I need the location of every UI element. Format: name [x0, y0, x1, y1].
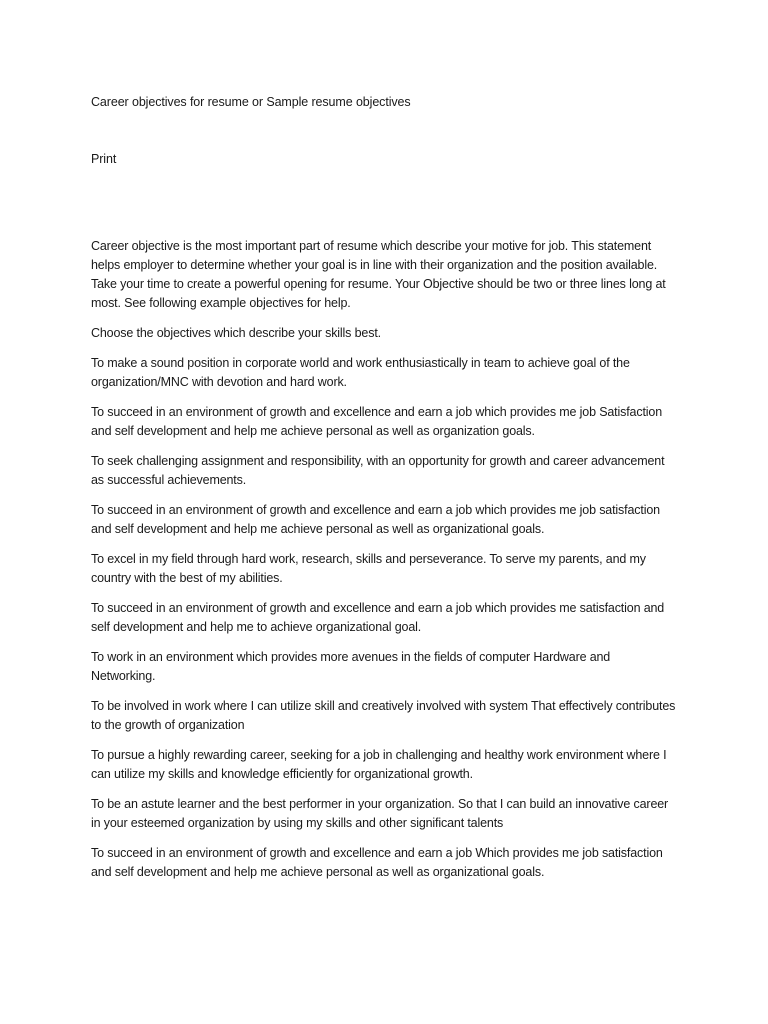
choose-paragraph: Choose the objectives which describe your skills best.: [91, 326, 381, 340]
objective-paragraph: To succeed in an environment of growth and excellence and earn a job Which provides me job satisfaction and self development and help me achieve personal as well as organizational goals.: [91, 846, 663, 879]
document-body: [91, 237, 676, 893]
objective-paragraph: To make a sound position in corporate world and work enthusiastically in team to achieve goal of the organization/MNC with devotion and hard work.: [91, 356, 630, 389]
document-title: Career objectives for resume or Sample resume objectives: [91, 95, 411, 109]
objective-paragraph: To succeed in an environment of growth and excellence and earn a job which provides me job Satisfaction and self development and help me achieve personal as well as organization goals.: [91, 405, 663, 438]
objective-paragraph: To work in an environment which provides more avenues in the fields of computer Hardware and Networking.: [91, 650, 611, 683]
objective-paragraph: To be an astute learner and the best performer in your organization. So that I can build an innovative career in your esteemed organization by using my skills and other significant talents: [91, 797, 669, 830]
intro-paragraph: Career objective is the most important part of resume which describe your motive for job. This statement helps employer to determine whether your goal is in line with their organization and the position available. Take your time to create a powerful opening for resume. Your Objective should be two or three lines long at most. See following example objectives for help.: [91, 239, 666, 310]
objective-paragraph: To seek challenging assignment and responsibility, with an opportunity for growth and career advancement as successful achievements.: [91, 454, 665, 487]
objective-paragraph: To succeed in an environment of growth and excellence and earn a job which provides me satisfaction and self development and help me to achieve organizational goal.: [91, 601, 665, 634]
objective-paragraph: To be involved in work where I can utilize skill and creatively involved with system That effectively contributes to the growth of organization: [91, 699, 676, 732]
objective-paragraph: To succeed in an environment of growth and excellence and earn a job which provides me job satisfaction and self development and help me achieve personal as well as organizational goals.: [91, 503, 660, 536]
objective-paragraph: To pursue a highly rewarding career, seeking for a job in challenging and healthy work environment where I can utilize my skills and knowledge efficiently for organizational growth.: [91, 748, 667, 781]
print-label: Print: [91, 152, 117, 166]
objective-paragraph: To excel in my field through hard work, research, skills and perseverance. To serve my parents, and my country with the best of my abilities.: [91, 552, 646, 585]
